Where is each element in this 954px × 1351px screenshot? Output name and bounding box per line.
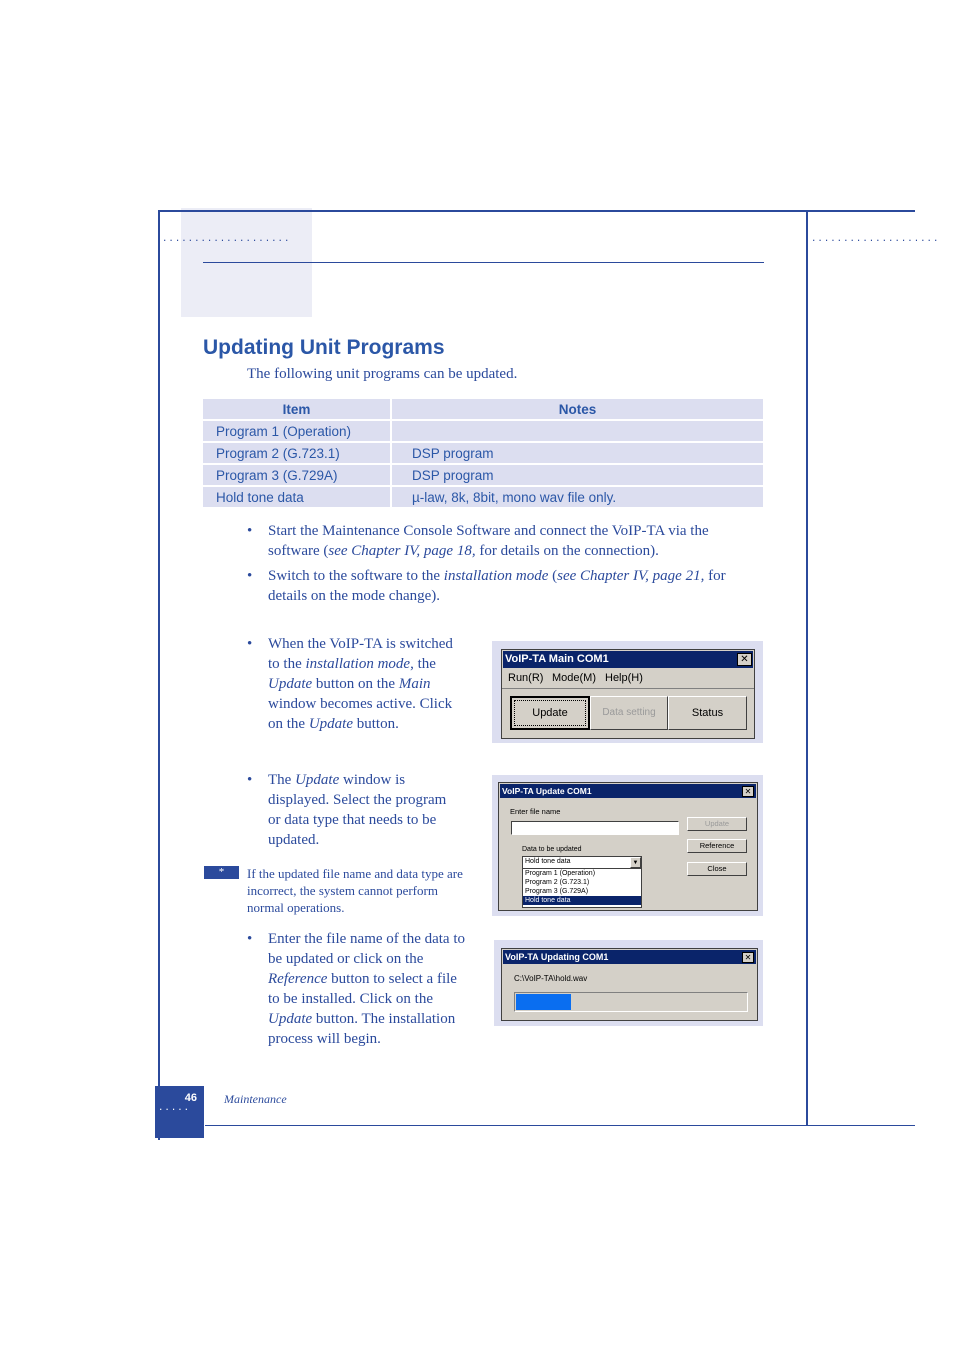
bullet-text: button to select a file to be installed. Click on the — [268, 971, 457, 1007]
table-cell-notes: DSP program — [392, 443, 763, 463]
progress-fill — [516, 994, 571, 1010]
table-row — [203, 465, 763, 485]
bullet-marker: • — [247, 636, 253, 652]
updating-window-panel — [494, 940, 763, 1026]
table-cell-notes — [392, 421, 763, 441]
table-header-item: Item — [203, 399, 390, 419]
main-window-titlebar: VoIP-TA Main COM1 — [503, 651, 753, 668]
left-rule — [158, 210, 160, 1140]
bullet-main-window — [247, 634, 468, 734]
bullet-text: , the — [410, 656, 436, 672]
note-marker: * — [204, 866, 239, 879]
bullet-text: for details on the connection). — [475, 543, 659, 559]
table-row — [203, 421, 763, 441]
close-icon[interactable]: ✕ — [737, 653, 752, 666]
bullet-text: window is displayed. Select the program or data type that needs to be updated. — [268, 772, 447, 848]
main-window — [501, 649, 755, 739]
update-window — [498, 782, 758, 911]
progress-bar — [514, 992, 748, 1012]
close-button[interactable]: Close — [687, 862, 747, 876]
bullet-text: ( — [548, 568, 558, 584]
data-setting-button[interactable]: Data setting — [590, 696, 668, 730]
table-cell-item: Program 2 (G.723.1) — [203, 443, 390, 463]
bullet-reference: see Chapter IV, page 21, — [557, 568, 705, 584]
bullet-marker: • — [247, 772, 253, 788]
program-table — [203, 397, 763, 509]
bullet-update-window — [247, 770, 460, 850]
bullet-emphasis: Update — [268, 676, 313, 692]
file-name-input[interactable] — [511, 821, 679, 835]
list-item[interactable]: Program 3 (G.729A) — [525, 888, 589, 895]
chevron-down-icon[interactable]: ▼ — [630, 857, 641, 868]
bullet-text: Switch to the software to the — [268, 568, 444, 584]
table-row — [203, 487, 763, 507]
data-options-list — [522, 868, 642, 908]
bullet-emphasis: installation mode — [443, 568, 549, 584]
bullet-emphasis: Main — [398, 676, 431, 692]
bullet-emphasis: Update — [295, 772, 340, 788]
bullet-text: for details on the mode change). — [268, 568, 726, 604]
page-title: Updating Unit Programs — [203, 336, 445, 359]
bullet-emphasis: installation mode — [305, 656, 411, 672]
bullet-enter-file — [247, 929, 468, 1049]
bullet-text: When the VoIP-TA is switched to the — [268, 636, 453, 672]
table-cell-item: Program 1 (Operation) — [203, 421, 390, 441]
update-button[interactable]: Update — [510, 696, 590, 730]
table-cell-notes: DSP program — [392, 465, 763, 485]
bullet-marker: • — [247, 568, 253, 584]
bullet-text: button. — [353, 716, 399, 732]
data-to-update-label: Data to be updated — [522, 846, 582, 853]
close-icon[interactable]: ✕ — [742, 786, 754, 797]
table-header-row — [203, 399, 763, 419]
bullet-text: Start the Maintenance Console Software and connect the VoIP-TA via the software ( — [268, 523, 709, 559]
note-text: If the updated file name and data type are incorrect, the system cannot perform normal operations. — [247, 866, 463, 915]
bullet-text: button on the — [312, 676, 399, 692]
update-window-panel — [492, 775, 763, 916]
file-path-text: C:\VoIP-TA\hold.wav — [514, 974, 588, 983]
bullet-text: window becomes active. Click on the — [268, 696, 453, 732]
table-header-notes: Notes — [392, 399, 763, 419]
section-rule — [203, 262, 764, 263]
list-item-selected[interactable]: Hold tone data — [523, 896, 641, 905]
menu-mode[interactable]: Mode(M) — [552, 672, 597, 684]
bullet-emphasis: Reference — [268, 971, 328, 987]
bullet-connect — [247, 521, 758, 561]
page-number-tab — [155, 1086, 204, 1138]
bullet-marker: • — [247, 931, 253, 947]
bullet-emphasis: Update — [308, 716, 353, 732]
update-window-titlebar: VoIP-TA Update COM1 — [500, 784, 756, 798]
updating-window — [501, 948, 758, 1021]
page-number: 46 — [184, 1092, 197, 1104]
update-button-disabled[interactable]: Update — [687, 817, 747, 831]
bullet-text: button. The installation process will begin. — [268, 1011, 456, 1047]
bullet-reference: see Chapter IV, page 18, — [328, 543, 476, 559]
header-dots-right: .................... — [811, 234, 940, 244]
right-rule — [806, 210, 808, 1126]
table-cell-notes: µ-law, 8k, 8bit, mono wav file only. — [392, 487, 763, 507]
footer-section-label: Maintenance — [224, 1092, 287, 1106]
bullet-text: Enter the file name of the data to be updated or click on the — [268, 931, 465, 967]
bottom-rule — [205, 1125, 915, 1126]
status-button[interactable]: Status — [668, 696, 747, 730]
bullet-switch-mode — [247, 566, 758, 606]
menu-run[interactable]: Run(R) — [508, 672, 544, 684]
menu-help[interactable]: Help(H) — [605, 672, 643, 684]
list-item[interactable]: Program 1 (Operation) — [525, 870, 596, 877]
table-row — [203, 443, 763, 463]
bullet-text: The — [268, 772, 296, 788]
menu-separator — [502, 688, 754, 689]
data-select-value: Hold tone data — [525, 858, 571, 865]
bullet-marker: • — [247, 523, 253, 539]
list-item[interactable]: Program 2 (G.723.1) — [525, 879, 590, 886]
table-cell-item: Program 3 (G.729A) — [203, 465, 390, 485]
file-name-label: Enter file name — [510, 807, 561, 816]
footer-dots: ..... — [158, 1103, 191, 1113]
top-rule — [158, 210, 915, 212]
intro-text: The following unit programs can be updated. — [247, 366, 518, 382]
updating-window-titlebar: VoIP-TA Updating COM1 — [503, 950, 756, 964]
table-cell-item: Hold tone data — [203, 487, 390, 507]
close-icon[interactable]: ✕ — [742, 952, 754, 963]
bullet-emphasis: Update — [268, 1011, 313, 1027]
header-dots-left: .................... — [162, 234, 291, 244]
reference-button[interactable]: Reference — [687, 839, 747, 853]
main-window-panel — [492, 641, 763, 743]
